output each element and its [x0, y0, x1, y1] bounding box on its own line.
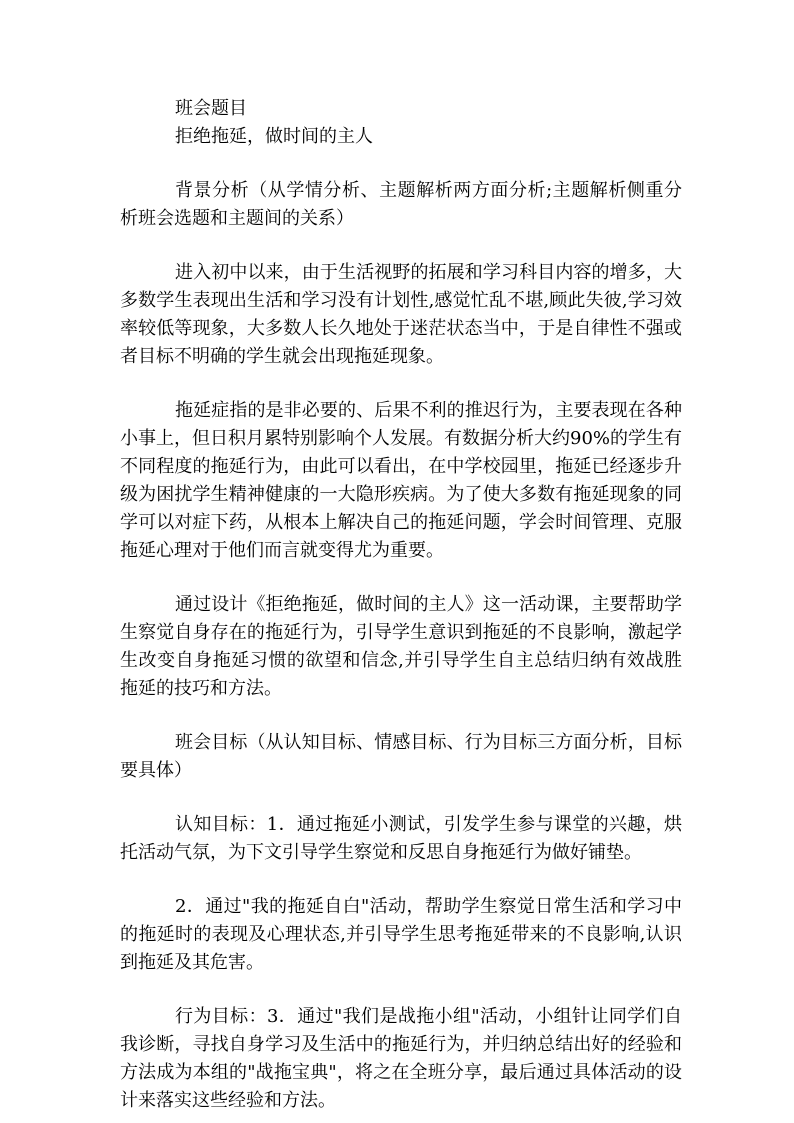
- paragraph-class-goals: 班会目标（从认知目标、情感目标、行为目标三方面分析，目标要具体）: [120, 732, 682, 781]
- spacer: [120, 703, 682, 729]
- paragraph-behavior-goal-3: 行为目标：3．通过"我们是战拖小组"活动，小组针让同学们自我诊断，寻找自身学习及生活中的拖延行为，并归纳总结出好的经验和方法成为本组的"战拖宝典"，将之在全班分享，最后通过具体活动的设计来落实这些经验和方法。: [120, 1006, 682, 1111]
- spacer: [120, 565, 682, 591]
- paragraph-background-2: 拖延症指的是非必要的、后果不利的推迟行为，主要表现在各种小事上，但日积月累特别影响个人发展。有数据分析大约90%的学生有不同程度的拖延行为，由此可以看出，在中学校园里，拖延已经逐步升级为困扰学生精神健康的一大隐形疾病。为了使大多数有拖延现象的同学可以对症下药，从根本上解决自己的拖延问题，学会时间管理、克服拖延心理对于他们而言就变得尤为重要。: [120, 400, 683, 561]
- document-page: [120, 95, 682, 1115]
- spacer: [120, 371, 682, 397]
- paragraph-background-analysis: 背景分析（从学情分析、主题解析两方面分析;主题解析侧重分析班会选题和主题间的关系）: [120, 180, 682, 229]
- paragraph-cognitive-goal-1: 认知目标：1．通过拖延小测试，引发学生参与课堂的兴趣，烘托活动气氛，为下文引导学生察觉和反思自身拖延行为做好铺垫。: [120, 814, 682, 863]
- paragraph-background-1: 进入初中以来，由于生活视野的拓展和学习科目内容的增多，大多数学生表现出生活和学习没有计划性,感觉忙乱不堪,顾此失彼,学习效率较低等现象，大多数人长久地处于迷茫状态当中，于是自律性不强或者目标不明确的学生就会出现拖延现象。: [120, 262, 682, 367]
- spacer: [120, 977, 682, 1003]
- spacer: [120, 785, 682, 811]
- paragraph-background-3: 通过设计《拒绝拖延，做时间的主人》这一活动课，主要帮助学生察觉自身存在的拖延行为，引导学生意识到拖延的不良影响，激起学生改变自身拖延习惯的欲望和信念,并引导学生自主总结归纳有效战胜拖延的技巧和方法。: [120, 594, 682, 699]
- spacer: [120, 867, 682, 893]
- section-heading: 班会题目: [175, 98, 247, 119]
- spacer: [120, 151, 682, 177]
- spacer: [120, 233, 682, 259]
- paragraph-cognitive-goal-2: 2．通过"我的拖延自白"活动，帮助学生察觉日常生活和学习中的拖延时的表现及心理状态,并引导学生思考拖延带来的不良影响,认识到拖延及其危害。: [120, 896, 682, 973]
- document-title: 拒绝拖延，做时间的主人: [175, 126, 373, 147]
